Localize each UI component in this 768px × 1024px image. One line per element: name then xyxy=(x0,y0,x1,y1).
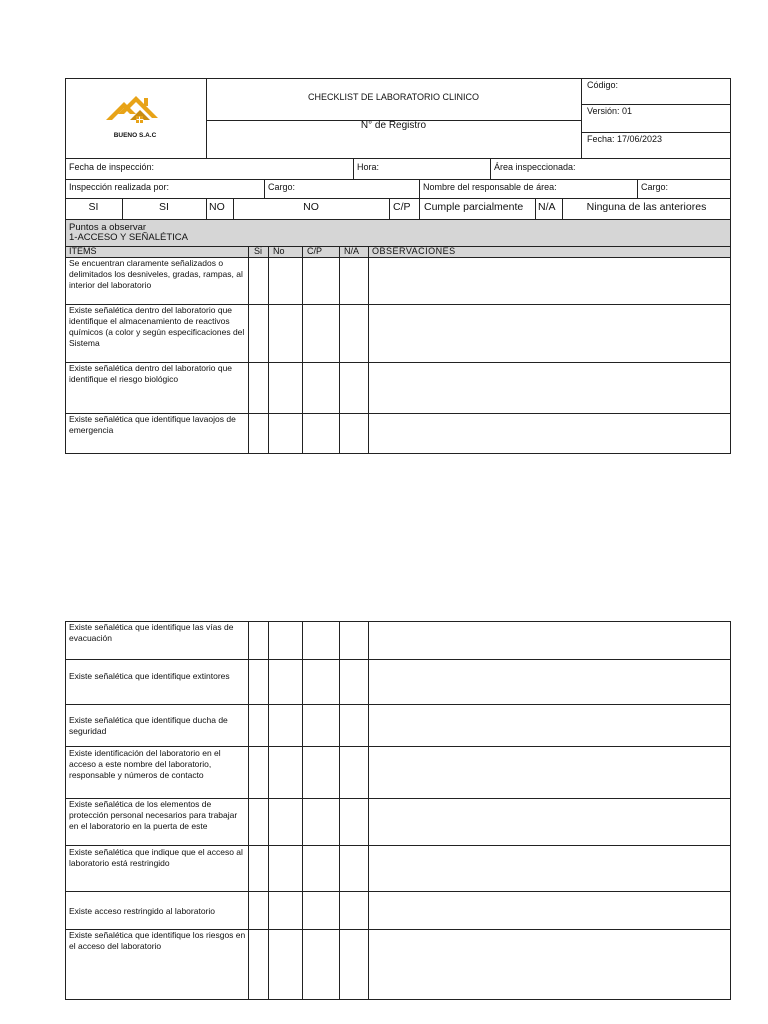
legend-no-desc: NO xyxy=(303,201,319,213)
list-item: Existe señalética dentro del laboratorio que identifique el riesgo biológico xyxy=(69,363,233,384)
fecha-label: Fecha: 17/06/2023 xyxy=(587,134,663,144)
codigo-label: Código: xyxy=(587,80,619,90)
company-logo xyxy=(100,88,170,138)
responsable-label: Nombre del responsable de área: xyxy=(423,182,557,192)
legend-na-desc: Ninguna de las anteriores xyxy=(586,201,707,213)
list-item: Existe señalética que identifique las vías de evacuación xyxy=(69,622,234,643)
company-name: BUENO S.A.C xyxy=(113,132,157,139)
list-item: Existe identificación del laboratorio en el acceso a este nombre del laboratorio, responsable y números de contacto xyxy=(69,748,221,780)
list-item: Existe señalética que identifique ducha de seguridad xyxy=(69,715,228,736)
list-item: Existe señalética dentro del laboratorio que identifique el almacenamiento de reactivos químicos (a color y según especificaciones del Sistema xyxy=(69,305,245,348)
col-obs: OBSERVACIONES xyxy=(372,246,456,256)
list-item: Existe señalética de los elementos de protección personal necesarios para trabajar en el laboratorio en la puerta de este xyxy=(69,799,238,831)
inspeccion-por-label: Inspección realizada por: xyxy=(69,182,170,192)
col-na: N/A xyxy=(344,246,360,256)
list-item: Existe señalética que identifique los riesgos en el acceso del laboratorio xyxy=(69,930,246,951)
house-logo-icon xyxy=(100,88,170,130)
col-items: ITEMS xyxy=(69,246,97,256)
list-item: Existe acceso restringido al laboratorio xyxy=(69,906,215,916)
col-si: Si xyxy=(253,246,262,256)
legend-si-desc: SI xyxy=(159,201,169,213)
cargo-label-1: Cargo: xyxy=(268,182,296,192)
fecha-inspeccion-label: Fecha de inspección: xyxy=(69,162,155,172)
col-no: No xyxy=(273,246,285,256)
legend-no: NO xyxy=(209,201,225,213)
list-item: Se encuentran claramente señalizados o delimitados los desniveles, gradas, rampas, al interior del laboratorio xyxy=(69,258,243,290)
version-label: Versión: 01 xyxy=(587,106,633,116)
list-item: Existe señalética que identifique extintores xyxy=(69,671,230,681)
area-label: Área inspeccionada: xyxy=(494,162,576,172)
list-item: Existe señalética que indique que el acceso al laboratorio está restringido xyxy=(69,847,243,868)
legend-si: SI xyxy=(88,201,99,213)
legend-cp-desc: Cumple parcialmente xyxy=(424,201,524,213)
registro-label: N° de Registro xyxy=(360,120,427,131)
legend-cp: C/P xyxy=(393,201,411,213)
form-title: CHECKLIST DE LABORATORIO CLINICO xyxy=(307,92,480,102)
hora-label: Hora: xyxy=(357,162,380,172)
cargo-label-2: Cargo: xyxy=(641,182,669,192)
legend-na: N/A xyxy=(538,201,556,213)
section-puntos: Puntos a observar xyxy=(69,222,147,233)
section-title: 1-ACCESO Y SEÑALÉTICA xyxy=(69,232,188,243)
list-item: Existe señalética que identifique lavaojos de emergencia xyxy=(69,414,236,435)
col-cp: C/P xyxy=(307,246,323,256)
